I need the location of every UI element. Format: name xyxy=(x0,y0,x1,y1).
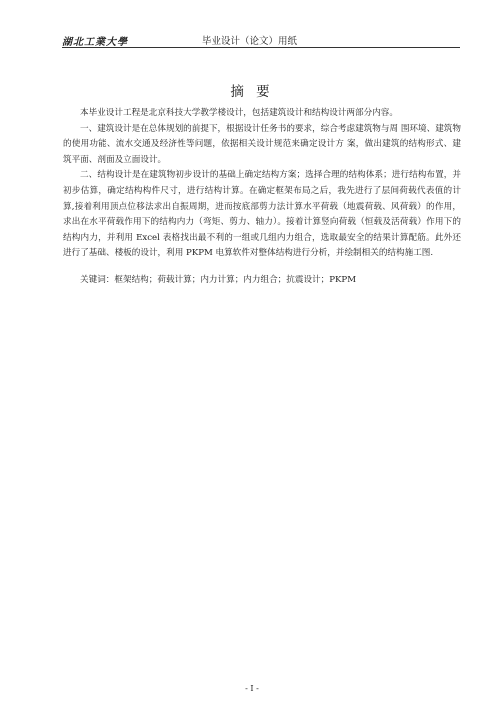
university-logo: 湖北工業大學 xyxy=(62,37,128,48)
abstract-body xyxy=(63,106,461,262)
header-divider xyxy=(62,47,460,48)
keywords-line: 关键词：框架结构；荷载计算；内力计算；内力组合；抗震设计；PKPM xyxy=(80,275,357,285)
page-number: - I - xyxy=(245,684,259,693)
header-title: 毕业设计（论文）用纸 xyxy=(202,36,298,47)
abstract-heading: 摘 要 xyxy=(230,84,274,100)
abstract-paragraph-architecture: 一、建筑设计是在总体规划的前提下，根据设计任务书的要求，综合考虑建筑物与周 围环境、建筑物的使用功能、流水交通及经济性等问题，依据相关设计规范来确定设计方 案，做出建筑的结构形式、建筑平面、剖面及立面设计。 xyxy=(63,123,461,165)
abstract-paragraph-structure: 二、结构设计是在建筑物初步设计的基础上确定结构方案；选择合理的结构体系；进行结构布置，并初步估算，确定结构构件尺寸，进行结构计算。在确定框架布局之后，我先进行了层间荷载代表值的计算,接着利用顶点位移法求出自振周期，进而按底部剪力法计算水平荷载（地震荷载、风荷载）的作用，求出在水平荷载作用下的结构内力（弯矩、剪力、轴力）。接着计算竖向荷载（恒载及活荷载）作用下的结构内力，并利用 Excel 表格找出最不利的一组或几组内力组合，选取最安全的结果计算配筋。此外还进行了基础、楼板的设计，利用 PKPM 电算软件对整体结构进行分析，并绘制相关的结构施工图. xyxy=(63,170,461,259)
abstract-paragraph-intro: 本毕业设计工程是北京科技大学教学楼设计，包括建筑设计和结构设计两部分内容。 xyxy=(80,108,398,118)
